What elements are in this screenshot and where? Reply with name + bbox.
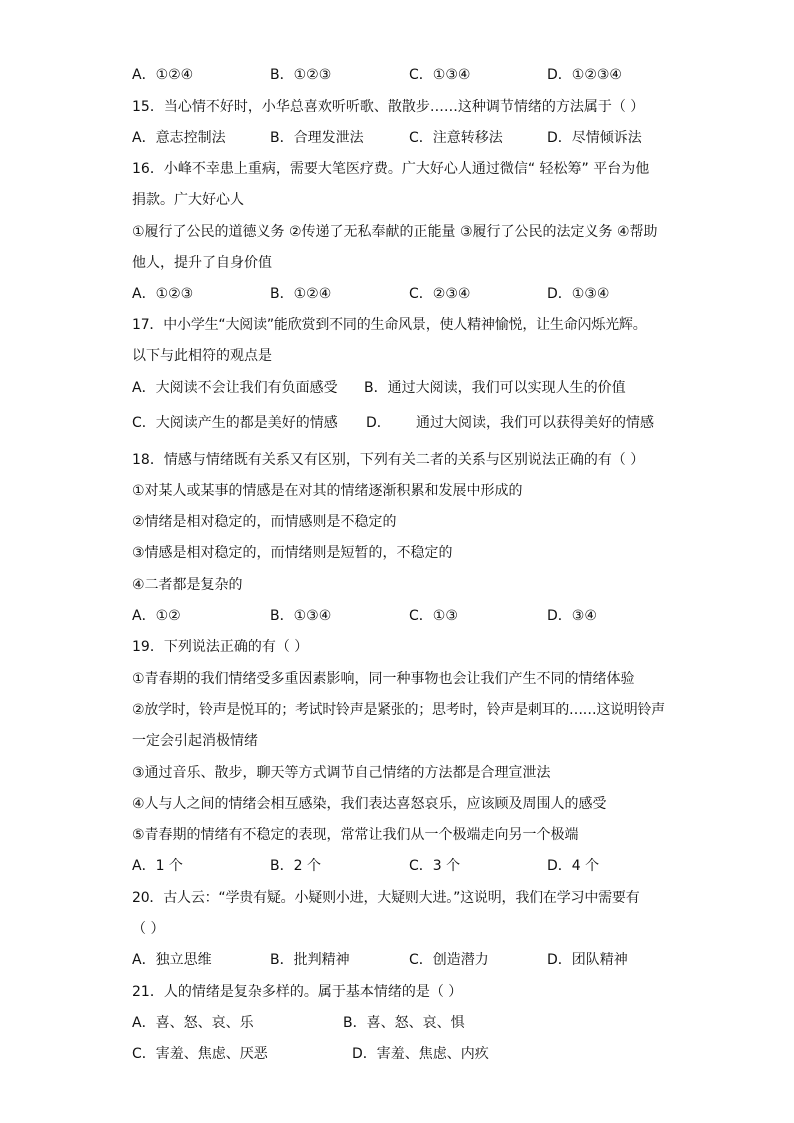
- statement-1: ①青春期的我们情绪受多重因素影响，同一种事物也会让我们产生不同的情绪体验: [132, 671, 635, 687]
- question-stem: 18．情感与情绪既有关系又有区别，下列有关二者的关系与区别说法正确的有（ ）: [132, 452, 645, 468]
- question-stem: 19．下列说法正确的有（ ）: [132, 639, 309, 655]
- option-c: C．3 个: [409, 858, 461, 874]
- option-b: B．批判精神: [270, 952, 350, 968]
- option-c: C．①③④: [409, 67, 471, 83]
- option-d: D．害羞、焦虑、内疚: [352, 1046, 489, 1062]
- option-d-text: 通过大阅读，我们可以获得美好的情感: [416, 415, 654, 431]
- option-a: A．①②③: [132, 286, 194, 302]
- option-b: B．合理发泄法: [270, 130, 364, 146]
- option-c: C．大阅读产生的都是美好的情感: [132, 415, 338, 431]
- option-a: A．①②: [132, 608, 181, 624]
- option-d: D．③④: [547, 608, 597, 624]
- statement-2: ②放学时，铃声是悦耳的；考试时铃声是紧张的；思考时，铃声是刺耳的……这说明铃声: [132, 702, 665, 718]
- option-d: D．4 个: [547, 858, 600, 874]
- option-a: A．意志控制法: [132, 130, 226, 146]
- option-a: A．喜、怒、哀、乐: [132, 1015, 254, 1031]
- statement-3: ③情感是相对稳定的，而情绪则是短暂的，不稳定的: [132, 545, 453, 561]
- statement-3: ③通过音乐、散步，聊天等方式调节自己情绪的方法都是合理宣泄法: [132, 765, 551, 781]
- option-c: C．害羞、焦虑、厌恶: [132, 1046, 268, 1062]
- question-stem-continued: 捐款。广大好心人: [132, 192, 244, 208]
- statement-2-continued: 一定会引起消极情绪: [132, 733, 258, 749]
- statement-5: ⑤青春期的情绪有不稳定的表现，常常让我们从一个极端走向另一个极端: [132, 827, 579, 843]
- option-b: B．2 个: [270, 858, 321, 874]
- option-b: B．通过大阅读，我们可以实现人生的价值: [364, 380, 626, 396]
- option-d: D．①②③④: [547, 67, 622, 83]
- option-c: C．注意转移法: [409, 130, 503, 146]
- option-d: D．团队精神: [547, 952, 628, 968]
- statement-line: ①履行了公民的道德义务 ②传递了无私奉献的正能量 ③履行了公民的法定义务 ④帮助: [132, 224, 658, 240]
- question-stem-continued: 以下与此相符的观点是: [132, 348, 272, 364]
- option-d: D．: [366, 415, 391, 431]
- option-a: A．①②④: [132, 67, 194, 83]
- option-d: D．①③④: [547, 286, 610, 302]
- question-stem: 21．人的情绪是复杂多样的。属于基本情绪的是（ ）: [132, 984, 463, 1000]
- option-b: B．①③④: [270, 608, 332, 624]
- option-a: A．大阅读不会让我们有负面感受: [132, 380, 338, 396]
- option-c: C．创造潜力: [409, 952, 489, 968]
- statement-2: ②情绪是相对稳定的，而情感则是不稳定的: [132, 514, 397, 530]
- question-stem: 20．古人云：“学贵有疑。小疑则小进，大疑则大进。”这说明，我们在学习中需要有: [132, 890, 640, 906]
- option-c: C．①③: [409, 608, 458, 624]
- statement-1: ①对某人或某事的情感是在对其的情绪逐渐积累和发展中形成的: [132, 483, 523, 499]
- question-stem: 15．当心情不好时，小华总喜欢听听歌、散散步……这种调节情绪的方法属于（ ）: [132, 99, 645, 115]
- question-stem: 16．小峰不幸患上重病，需要大笔医疗费。广大好心人通过微信“ 轻松筹” 平台为他: [132, 161, 650, 177]
- option-d: D．尽情倾诉法: [547, 130, 642, 146]
- question-stem: 17．中小学生“大阅读”能欣赏到不同的生命风景，使人精神愉悦，让生命闪烁光辉。: [132, 317, 647, 333]
- option-a: A．1 个: [132, 858, 183, 874]
- statement-line: 他人，提升了自身价值: [132, 255, 272, 271]
- statement-4: ④人与人之间的情绪会相互感染，我们表达喜怒哀乐，应该顾及周围人的感受: [132, 796, 607, 812]
- option-b: B．①②④: [270, 286, 332, 302]
- option-b: B．喜、怒、哀、惧: [343, 1015, 465, 1031]
- option-b: B．①②③: [270, 67, 332, 83]
- option-c: C．②③④: [409, 286, 471, 302]
- answer-bracket: （ ）: [132, 921, 165, 937]
- option-a: A．独立思维: [132, 952, 212, 968]
- statement-4: ④二者都是复杂的: [132, 577, 243, 593]
